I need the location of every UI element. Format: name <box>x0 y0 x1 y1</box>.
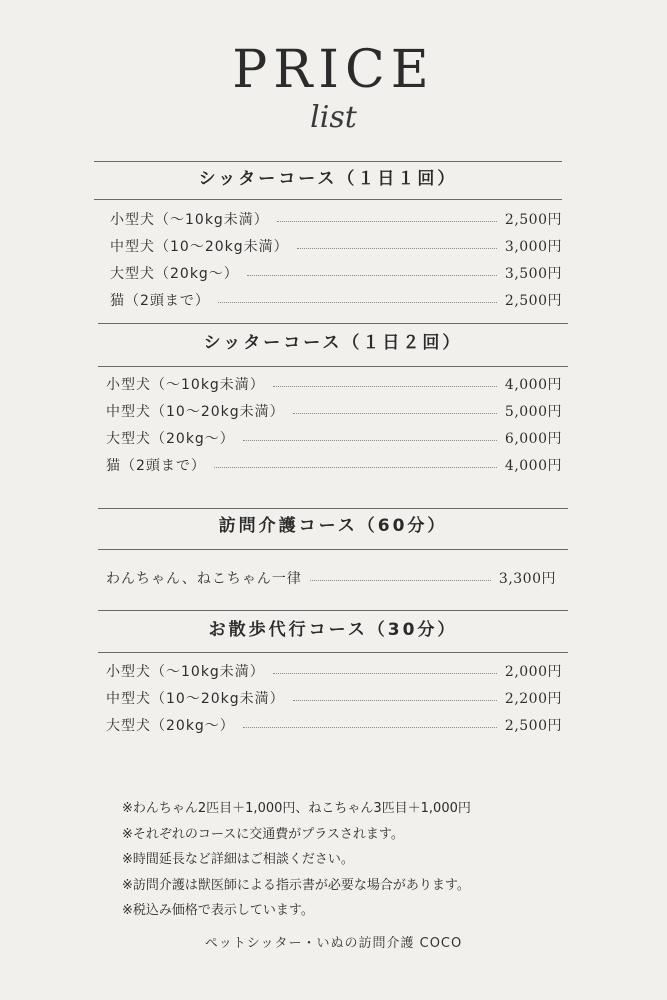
leader-dots <box>273 673 497 674</box>
section-title: シッターコース（１日１回） <box>198 169 458 189</box>
section-title: シッターコース（１日２回） <box>203 333 463 353</box>
price-row <box>106 400 562 422</box>
leader-dots <box>310 580 491 581</box>
item-price: 4,000円 <box>504 458 562 474</box>
leader-dots <box>293 413 497 414</box>
page-subtitle: list <box>310 100 357 135</box>
item-price: 3,500円 <box>504 266 562 282</box>
price-row <box>106 567 556 589</box>
item-price: 2,200円 <box>504 691 562 707</box>
price-row <box>106 427 562 449</box>
price-row <box>106 687 562 709</box>
leader-dots <box>218 302 497 303</box>
price-row <box>106 373 562 395</box>
section-title: お散歩代行コース（30分） <box>208 620 458 640</box>
item-price: 6,000円 <box>504 431 562 447</box>
footer-brand: ペットシッター・いぬの訪問介護 COCO <box>204 936 463 951</box>
item-label: 中型犬（10〜20kg未満） <box>110 239 289 255</box>
notes <box>122 796 602 924</box>
divider <box>94 161 562 162</box>
item-label: 小型犬（〜10kg未満） <box>110 212 269 228</box>
note-line: ※訪問介護は獣医師による指示書が必要な場合があります。 <box>122 877 470 893</box>
note-line: ※税込み価格で表示しています。 <box>122 903 314 918</box>
divider <box>98 366 568 367</box>
leader-dots <box>277 221 497 222</box>
item-label: 中型犬（10〜20kg未満） <box>106 691 285 707</box>
price-row <box>110 208 562 230</box>
price-row <box>106 714 562 736</box>
item-price: 2,500円 <box>504 293 562 309</box>
item-price: 3,000円 <box>504 239 562 255</box>
item-label: 小型犬（〜10kg未満） <box>106 377 265 393</box>
leader-dots <box>243 727 497 728</box>
item-price: 5,000円 <box>504 404 562 420</box>
note-line: ※時間延長など詳細はご相談ください。 <box>122 852 354 867</box>
item-label: 中型犬（10〜20kg未満） <box>106 404 285 420</box>
section-title: 訪問介護コース（60分） <box>218 516 448 536</box>
price-row <box>110 289 562 311</box>
item-label: 猫（2頭まで） <box>110 293 210 309</box>
divider <box>94 199 562 200</box>
divider <box>98 610 568 611</box>
leader-dots <box>214 467 497 468</box>
divider <box>98 323 568 324</box>
item-price: 2,500円 <box>504 718 562 734</box>
price-row <box>110 235 562 257</box>
item-label: わんちゃん、ねこちゃん一律 <box>106 571 302 587</box>
leader-dots <box>247 275 497 276</box>
leader-dots <box>243 440 497 441</box>
price-row <box>106 660 562 682</box>
divider <box>98 508 568 509</box>
divider <box>98 652 568 653</box>
leader-dots <box>297 248 497 249</box>
divider <box>98 549 568 550</box>
item-price: 4,000円 <box>504 377 562 393</box>
item-label: 大型犬（20kg〜） <box>106 431 235 447</box>
item-label: 大型犬（20kg〜） <box>106 718 235 734</box>
item-price: 3,300円 <box>498 571 556 587</box>
item-label: 小型犬（〜10kg未満） <box>106 664 265 680</box>
note-line: ※わんちゃん2匹目＋1,000円、ねこちゃん3匹目＋1,000円 <box>122 801 471 816</box>
item-price: 2,000円 <box>504 664 562 680</box>
page-title: PRICE <box>232 40 435 100</box>
item-label: 猫（2頭まで） <box>106 458 206 474</box>
price-row <box>110 262 562 284</box>
leader-dots <box>273 386 497 387</box>
item-price: 2,500円 <box>504 212 562 228</box>
leader-dots <box>293 700 497 701</box>
note-line: ※それぞれのコースに交通費がプラスされます。 <box>122 826 404 842</box>
item-label: 大型犬（20kg〜） <box>110 266 239 282</box>
price-row <box>106 454 562 476</box>
